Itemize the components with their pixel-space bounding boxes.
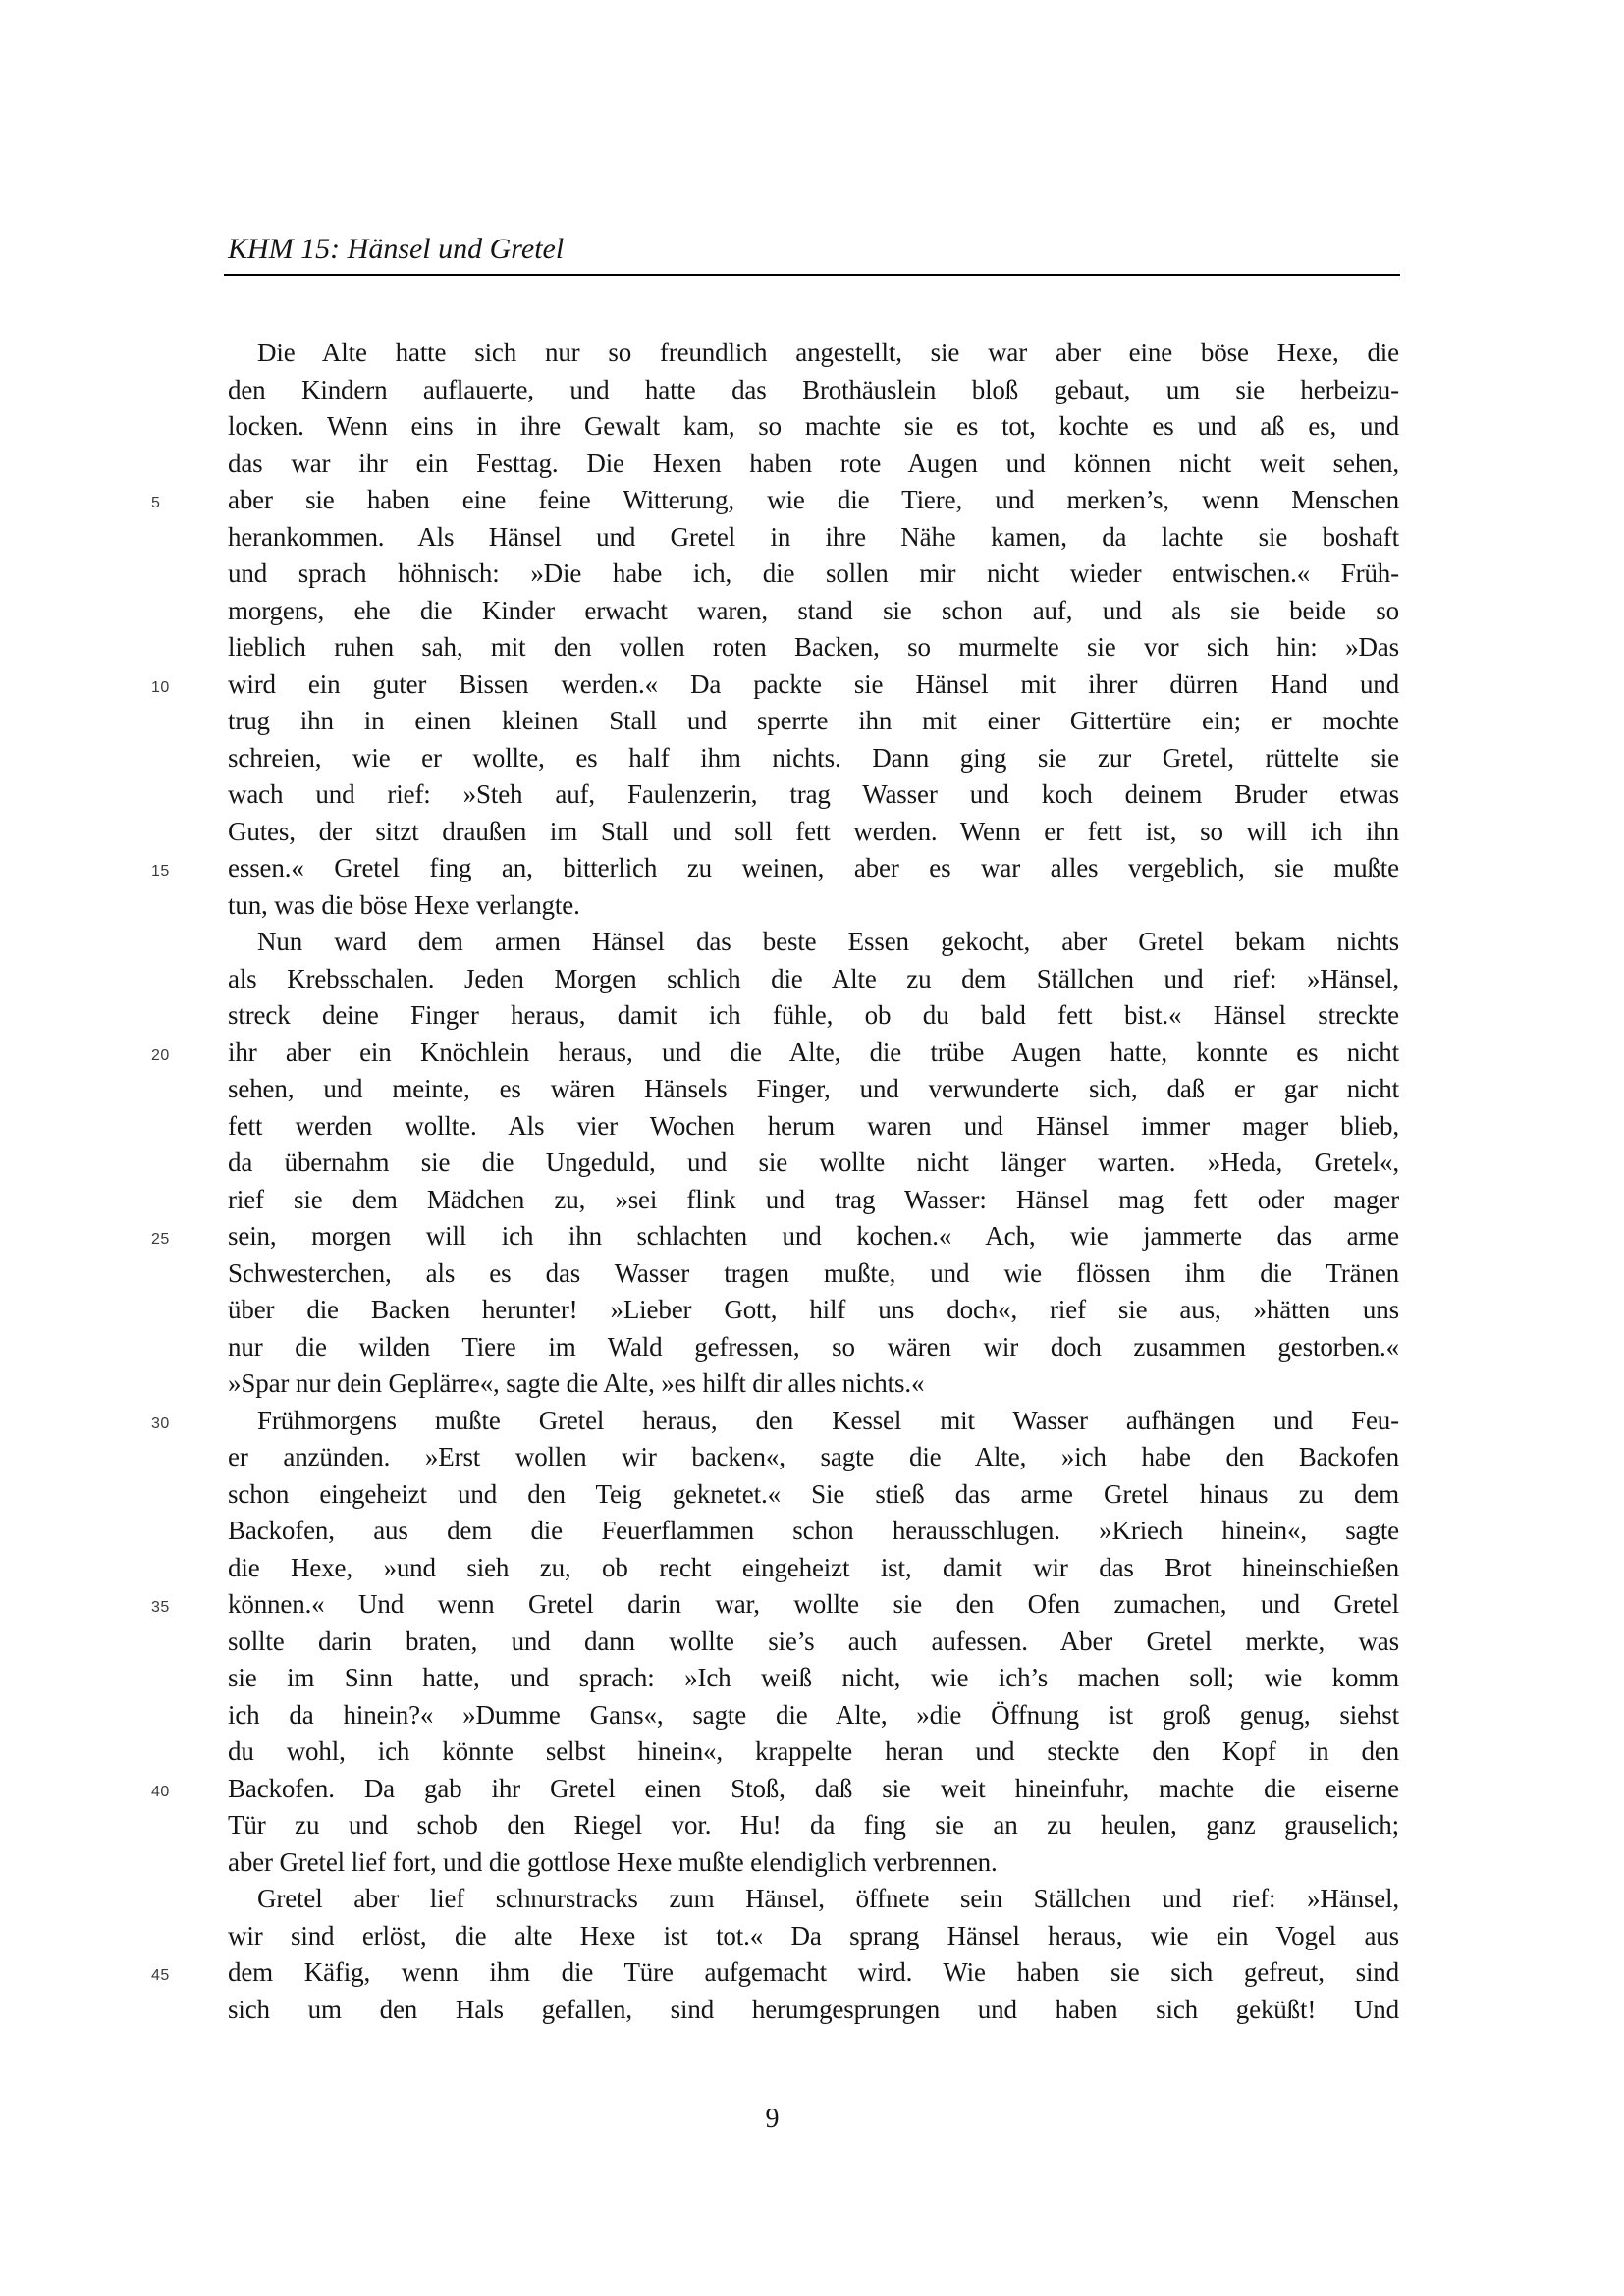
text-line — [228, 1365, 1399, 1403]
line-text: wir sind erlöst, die alte Hexe ist tot.« Da sprang Hänsel heraus, wie ein Vogel aus — [228, 1920, 1399, 1950]
text-line — [151, 482, 1399, 519]
text-line — [228, 1292, 1399, 1329]
text-line — [228, 924, 1399, 961]
line-text: du wohl, ich könnte selbst hinein«, krappelte heran und steckte den Kopf in den — [228, 1736, 1399, 1766]
line-text: morgens, ehe die Kinder erwacht waren, stand sie schon auf, und als sie beide so — [228, 595, 1399, 625]
text-line — [228, 1476, 1399, 1514]
header-rule — [224, 274, 1400, 276]
text-line — [151, 1954, 1399, 1992]
line-text: Frühmorgens mußte Gretel heraus, den Kessel mit Wasser aufhängen und Feu- — [257, 1405, 1399, 1435]
text-line — [228, 961, 1399, 998]
line-text: die Hexe, »und sieh zu, ob recht eingeheizt ist, damit wir das Brot hineinschießen — [228, 1552, 1399, 1582]
text-line — [151, 850, 1399, 887]
line-number: 30 — [151, 1415, 170, 1432]
body-text — [151, 335, 1399, 2028]
line-text: sich um den Hals gefallen, sind herumgesprungen und haben sich geküßt! Und — [228, 1994, 1399, 2024]
text-line — [151, 1218, 1399, 1255]
line-text: aber Gretel lief fort, und die gottlose Hexe mußte elendiglich verbrennen. — [228, 1846, 998, 1877]
text-line — [228, 1182, 1399, 1219]
text-line — [228, 1881, 1399, 1918]
text-line — [151, 1771, 1399, 1808]
line-text: herankommen. Als Hänsel und Gretel in ihre Nähe kamen, da lachte sie boshaft — [228, 521, 1399, 552]
text-line — [228, 1660, 1399, 1697]
text-line — [228, 1624, 1399, 1661]
line-number: 40 — [151, 1783, 170, 1800]
text-line — [228, 1550, 1399, 1587]
line-text: Die Alte hatte sich nur so freundlich angestellt, sie war aber eine böse Hexe, die — [257, 338, 1399, 367]
text-line — [228, 1918, 1399, 1955]
line-text: wach und rief: »Steh auf, Faulenzerin, trag Wasser und koch deinem Bruder etwas — [228, 779, 1399, 809]
line-text: Schwesterchen, als es das Wasser tragen mußte, und wie flössen ihm die Tränen — [228, 1257, 1399, 1288]
text-line — [228, 1071, 1399, 1108]
line-text: Backofen. Da gab ihr Gretel einen Stoß, daß sie weit hineinfuhr, machte die eiserne — [228, 1773, 1399, 1803]
line-text: ich da hinein?« »Dumme Gans«, sagte die Alte, »die Öffnung ist groß genug, siehst — [228, 1699, 1399, 1730]
text-line — [228, 1734, 1399, 1771]
text-line — [228, 629, 1399, 667]
text-line — [228, 1992, 1399, 2029]
line-text: trug ihn in einen kleinen Stall und sperrte ihn mit einer Gittertüre ein; er mochte — [228, 706, 1399, 735]
text-line — [228, 1513, 1399, 1550]
line-text: und sprach höhnisch: »Die habe ich, die sollen mir nicht wieder entwischen.« Früh- — [228, 559, 1399, 588]
line-number: 45 — [151, 1967, 170, 1984]
line-text: können.« Und wenn Gretel darin war, wollte sie den Ofen zumachen, und Gretel — [228, 1589, 1399, 1619]
line-number: 35 — [151, 1599, 170, 1616]
line-text: über die Backen herunter! »Lieber Gott, hilf uns doch«, rief sie aus, »hätten uns — [228, 1295, 1399, 1324]
page-number: 9 — [765, 2104, 780, 2134]
line-text: Tür zu und schob den Riegel vor. Hu! da fing sie an zu heulen, ganz grauselich; — [228, 1810, 1399, 1840]
text-line — [228, 556, 1399, 593]
line-text: da übernahm sie die Ungeduld, und sie wollte nicht länger warten. »Heda, Gretel«, — [228, 1148, 1399, 1177]
line-number: 10 — [151, 678, 170, 696]
text-line — [228, 446, 1399, 483]
line-text: sehen, und meinte, es wären Hänsels Finger, und verwunderte sich, daß er gar nicht — [228, 1074, 1399, 1103]
line-text: lieblich ruhen sah, mit den vollen roten Backen, so murmelte sie vor sich hin: »Das — [228, 632, 1399, 662]
running-header: KHM 15: Hänsel und Gretel — [228, 233, 565, 265]
text-line — [228, 1145, 1399, 1182]
line-text: fett werden wollte. Als vier Wochen herum waren und Hänsel immer mager blieb, — [228, 1110, 1399, 1141]
line-text: den Kindern auflauerte, und hatte das Brothäuslein bloß gebaut, um sie herbeizu- — [228, 374, 1399, 404]
text-line — [228, 776, 1399, 814]
text-line — [228, 740, 1399, 777]
line-text: sein, morgen will ich ihn schlachten und kochen.« Ach, wie jammerte das arme — [228, 1221, 1399, 1251]
text-line — [228, 997, 1399, 1035]
text-line — [228, 372, 1399, 409]
text-line — [151, 1035, 1399, 1072]
line-text: Gutes, der sitzt draußen im Stall und soll fett werden. Wenn er fett ist, so will ich ihn — [228, 816, 1399, 846]
line-text: dem Käfig, wenn ihm die Türe aufgemacht wird. Wie haben sie sich gefreut, sind — [228, 1957, 1399, 1987]
line-text: sollte darin braten, und dann wollte sie’s auch aufessen. Aber Gretel merkte, was — [228, 1626, 1399, 1656]
line-text: als Krebsschalen. Jeden Morgen schlich die Alte zu dem Ställchen und rief: »Hänsel, — [228, 963, 1399, 993]
line-text: schreien, wie er wollte, es half ihm nichts. Dann ging sie zur Gretel, rüttelte sie — [228, 742, 1399, 773]
line-number: 5 — [151, 495, 161, 511]
line-text: er anzünden. »Erst wollen wir backen«, sagte die Alte, »ich habe den Backofen — [228, 1442, 1399, 1471]
text-line — [151, 667, 1399, 704]
text-line — [228, 519, 1399, 557]
line-text: streck deine Finger heraus, damit ich fühle, ob du bald fett bist.« Hänsel streckte — [228, 1000, 1399, 1030]
line-text: essen.« Gretel fing an, bitterlich zu weinen, aber es war alles vergeblich, sie mußte — [228, 853, 1399, 882]
line-text: schon eingeheizt und den Teig geknetet.« Sie stieß das arme Gretel hinaus zu dem — [228, 1478, 1399, 1509]
line-text: locken. Wenn eins in ihre Gewalt kam, so machte sie es tot, kochte es und aß es, und — [228, 411, 1399, 441]
text-line — [228, 814, 1399, 851]
line-text: »Spar nur dein Geplärre«, sagte die Alte, »es hilft dir alles nichts.« — [228, 1368, 925, 1398]
text-line — [228, 1844, 1399, 1882]
text-line — [228, 1807, 1399, 1844]
line-number: 20 — [151, 1046, 170, 1064]
text-line — [228, 1255, 1399, 1293]
text-line — [228, 335, 1399, 372]
line-text: wird ein guter Bissen werden.« Da packte sie Hänsel mit ihrer dürren Hand und — [228, 668, 1399, 699]
text-line — [228, 1108, 1399, 1146]
line-text: Nun ward dem armen Hänsel das beste Essen gekocht, aber Gretel bekam nichts — [257, 927, 1399, 956]
line-number: 15 — [151, 863, 170, 880]
line-number: 25 — [151, 1231, 170, 1248]
line-text: nur die wilden Tiere im Wald gefressen, so wären wir doch zusammen gestorben.« — [228, 1331, 1399, 1362]
line-text: sie im Sinn hatte, und sprach: »Ich weiß nicht, wie ich’s machen soll; wie komm — [228, 1663, 1399, 1692]
text-line — [228, 1439, 1399, 1476]
line-text: rief sie dem Mädchen zu, »sei flink und trag Wasser: Hänsel mag fett oder mager — [228, 1184, 1399, 1214]
text-line — [228, 703, 1399, 740]
line-text: aber sie haben eine feine Witterung, wie die Tiere, und merken’s, wenn Menschen — [228, 485, 1399, 514]
text-line — [228, 593, 1399, 630]
line-text: ihr aber ein Knöchlein heraus, und die Alte, die trübe Augen hatte, konnte es nicht — [228, 1037, 1399, 1067]
line-text: tun, was die böse Hexe verlangte. — [228, 889, 580, 920]
line-text: Backofen, aus dem die Feuerflammen schon herausschlugen. »Kriech hinein«, sagte — [228, 1516, 1399, 1545]
text-line — [151, 1403, 1399, 1440]
text-line — [151, 1586, 1399, 1624]
line-text: Gretel aber lief schnurstracks zum Hänsel, öffnete sein Ställchen und rief: »Hänsel, — [257, 1884, 1399, 1913]
line-text: das war ihr ein Festtag. Die Hexen haben rote Augen und können nicht weit sehen, — [228, 448, 1399, 478]
text-line — [228, 1329, 1399, 1366]
text-line — [228, 1697, 1399, 1735]
text-line — [228, 887, 1399, 925]
text-line — [228, 408, 1399, 446]
